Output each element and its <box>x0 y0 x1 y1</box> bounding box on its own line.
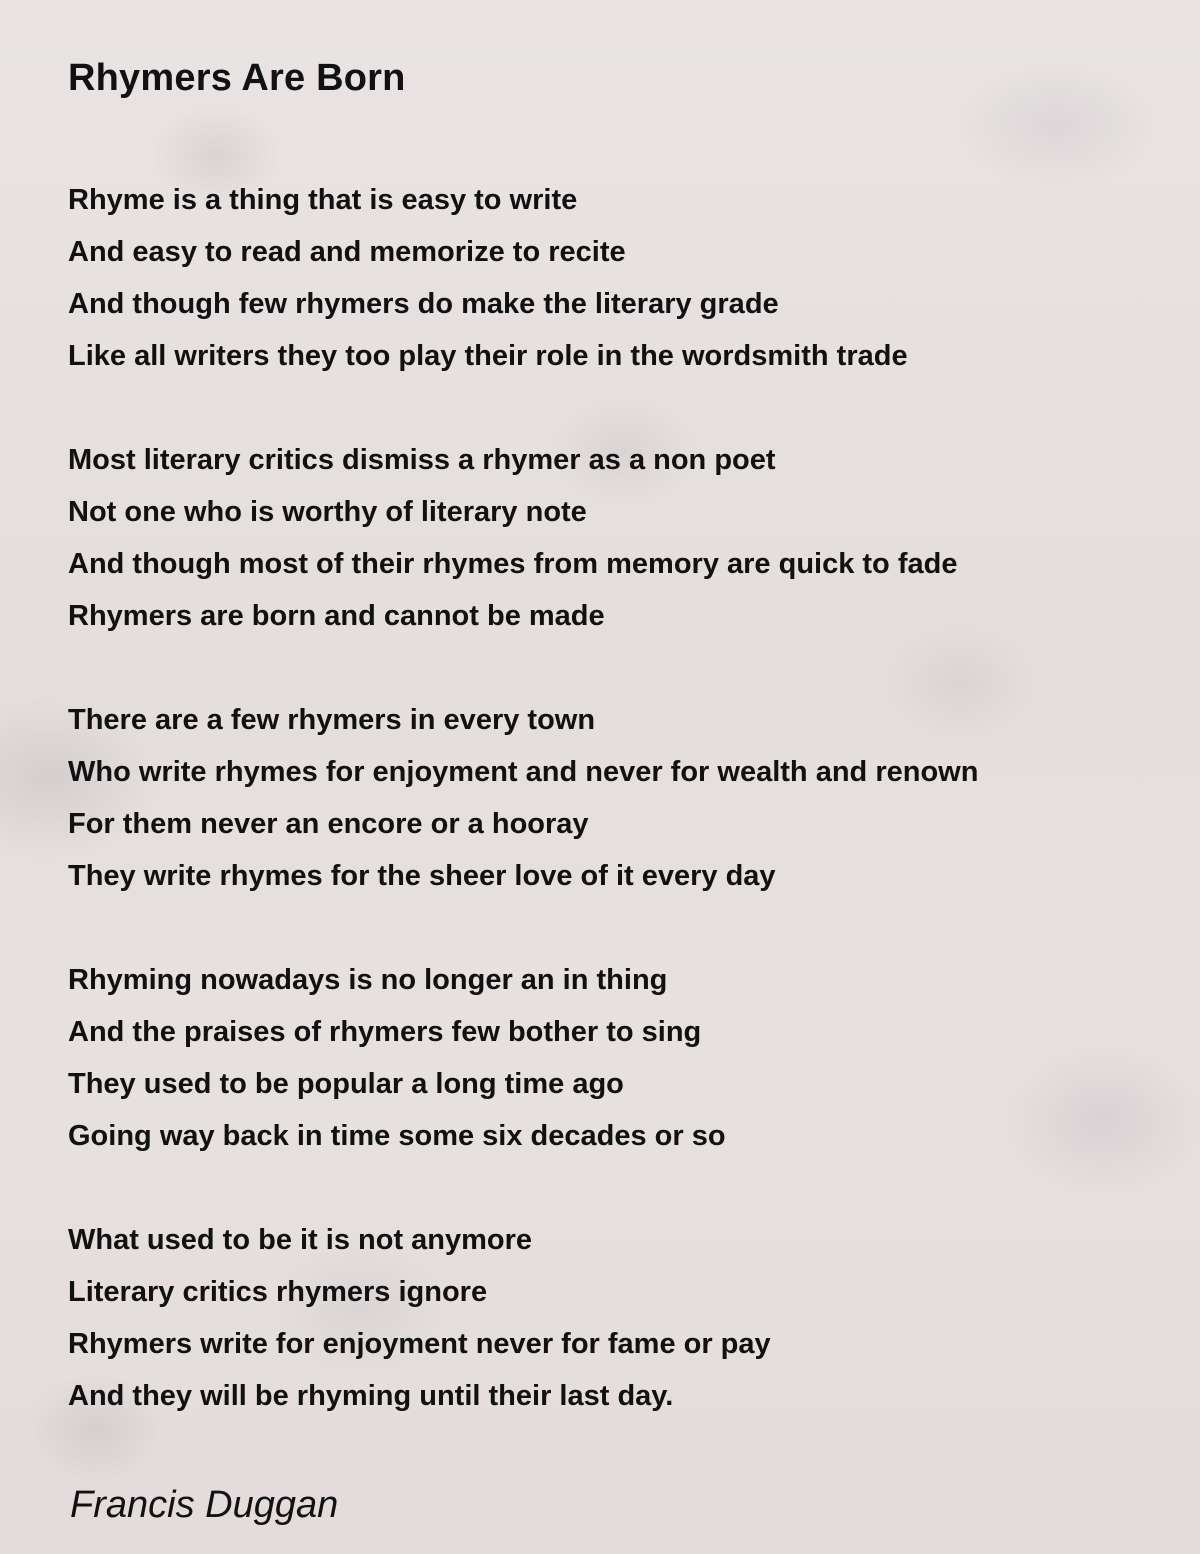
poem-line: Not one who is worthy of literary note <box>68 496 587 528</box>
poem-line: Going way back in time some six decades or so <box>68 1120 726 1152</box>
poem-line: And they will be rhyming until their last day. <box>68 1380 674 1412</box>
stanza-5 <box>68 1214 1200 1422</box>
poem-line: Like all writers they too play their role in the wordsmith trade <box>68 340 908 372</box>
poem-line: Rhyming nowadays is no longer an in thing <box>68 964 668 996</box>
poem-line: They write rhymes for the sheer love of it every day <box>68 860 776 892</box>
poem-line: And the praises of rhymers few bother to sing <box>68 1016 702 1048</box>
poem-title: Rhymers Are Born <box>68 57 406 99</box>
stanza-2 <box>68 434 1200 642</box>
poem-line: Who write rhymes for enjoyment and never for wealth and renown <box>68 756 979 788</box>
stanza-4 <box>68 954 1200 1162</box>
poem-author: Francis Duggan <box>70 1484 339 1526</box>
poem-line: What used to be it is not anymore <box>68 1224 533 1256</box>
stanza-3 <box>68 694 1200 902</box>
poem-line: And though most of their rhymes from memory are quick to fade <box>68 548 958 580</box>
poem-line: Rhymers are born and cannot be made <box>68 600 605 632</box>
poem-line: For them never an encore or a hooray <box>68 808 589 840</box>
poem-line: Rhymers write for enjoyment never for fame or pay <box>68 1328 771 1360</box>
poem-line: Rhyme is a thing that is easy to write <box>68 184 578 216</box>
poem-line: They used to be popular a long time ago <box>68 1068 624 1100</box>
poem-body <box>68 174 1200 1422</box>
stanza-1 <box>68 174 1200 382</box>
poem-line: Literary critics rhymers ignore <box>68 1276 488 1308</box>
poem-line: Most literary critics dismiss a rhymer as a non poet <box>68 444 776 476</box>
poem-line: There are a few rhymers in every town <box>68 704 596 736</box>
poem-line: And easy to read and memorize to recite <box>68 236 626 268</box>
poem-line: And though few rhymers do make the literary grade <box>68 288 779 320</box>
